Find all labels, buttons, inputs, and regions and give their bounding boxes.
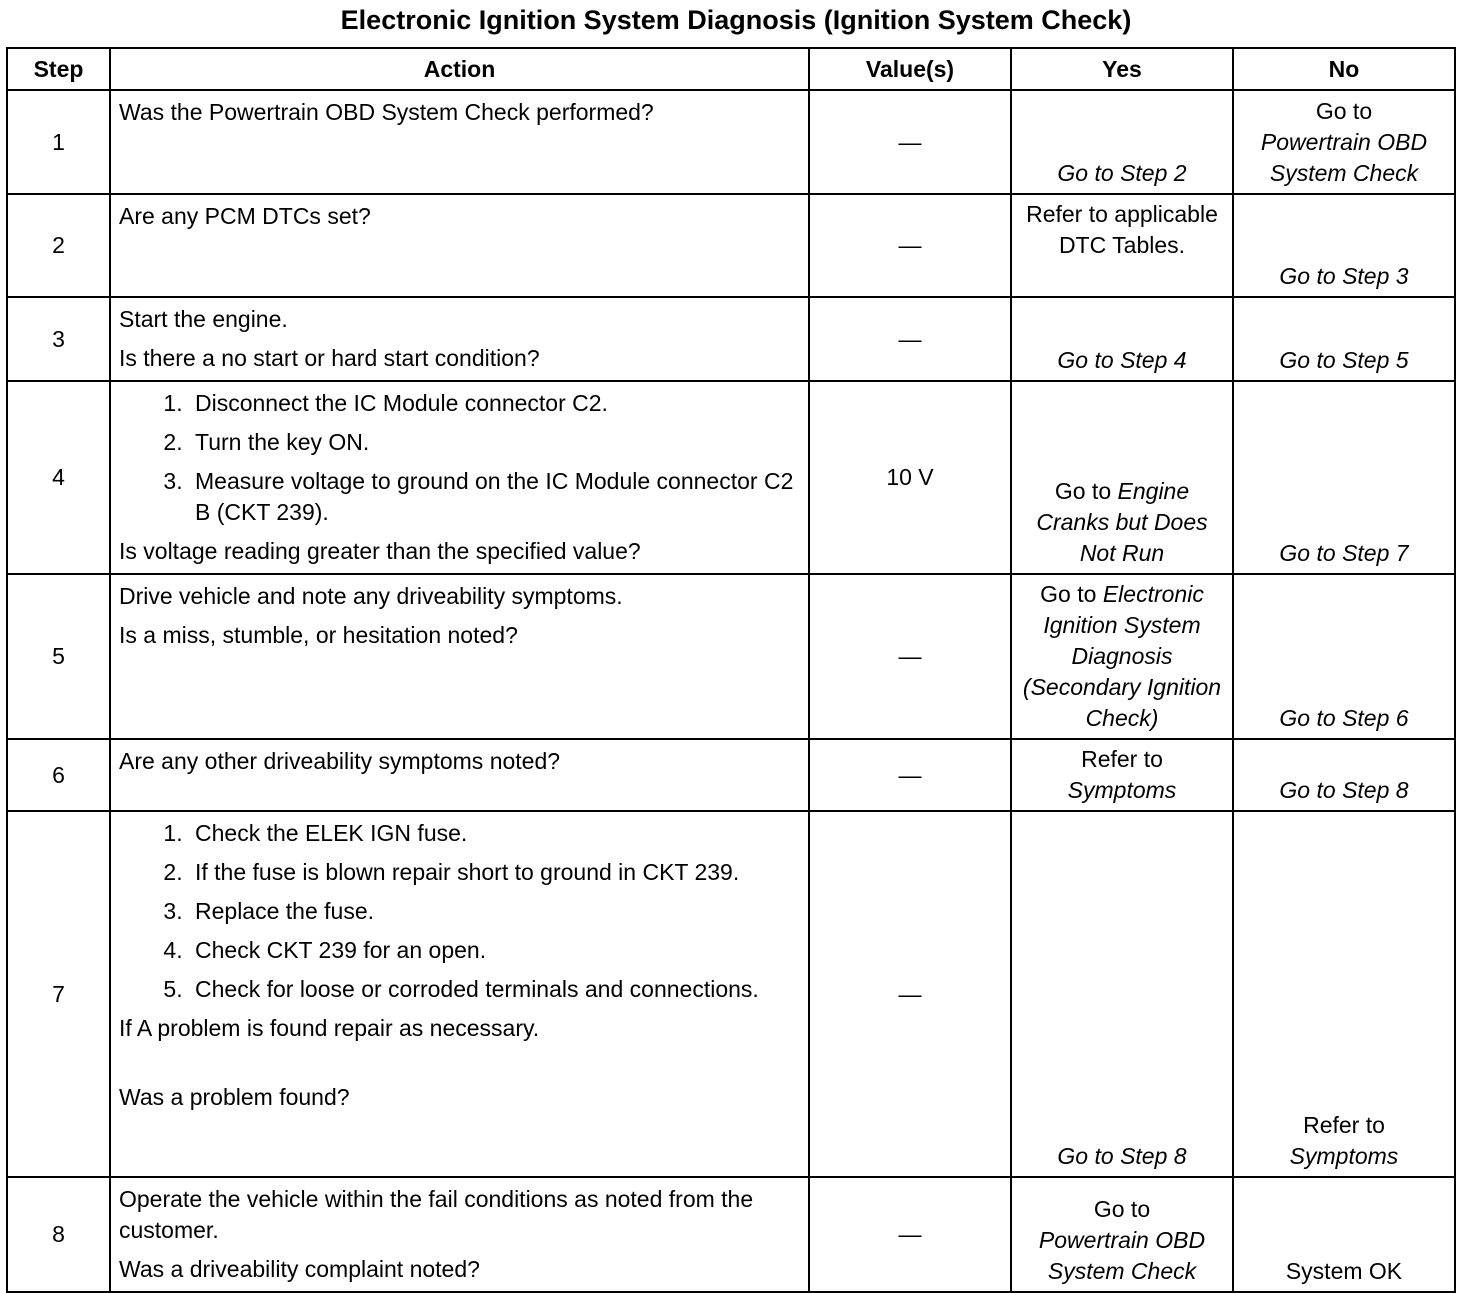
yes-cell <box>1011 194 1233 297</box>
yes-link[interactable]: Engine Cranks but Does Not Run <box>1036 478 1208 566</box>
yes-text: Go to <box>1093 1196 1151 1222</box>
table-row <box>7 811 1455 1177</box>
yes-cell <box>1011 739 1233 811</box>
diagnosis-table <box>6 47 1456 1293</box>
list-item: 2. Turn the key ON. <box>189 427 800 458</box>
value-cell: — <box>809 194 1011 297</box>
yes-text: Refer to applicable DTC Tables. <box>1026 201 1218 258</box>
yes-text: Go to <box>1054 478 1112 504</box>
action-text: Are any other driveability symptoms noted? <box>119 748 561 774</box>
header-no: No <box>1233 48 1455 90</box>
action-text: If A problem is found repair as necessary. <box>119 1015 540 1041</box>
table-row <box>7 297 1455 381</box>
procedure-list <box>119 818 800 1005</box>
action-text: Start the engine. <box>119 306 288 332</box>
header-yes: Yes <box>1011 48 1233 90</box>
no-link[interactable]: Go to Step 5 <box>1279 347 1409 373</box>
no-cell <box>1233 1177 1455 1292</box>
yes-link[interactable]: Symptoms <box>1067 777 1177 803</box>
table-row <box>7 574 1455 739</box>
no-link[interactable]: Go to Step 8 <box>1279 777 1409 803</box>
table-row <box>7 381 1455 574</box>
action-question: Is there a no start or hard start condition? <box>119 345 540 371</box>
page-title: Electronic Ignition System Diagnosis (Ignition System Check) <box>340 5 1132 35</box>
list-item: 3. Replace the fuse. <box>189 896 800 927</box>
table-row <box>7 90 1455 194</box>
no-text: Go to <box>1315 98 1373 124</box>
step-number: 6 <box>7 739 110 811</box>
value-cell: — <box>809 297 1011 381</box>
step-number: 2 <box>7 194 110 297</box>
no-link[interactable]: Go to Step 3 <box>1279 263 1409 289</box>
no-cell <box>1233 90 1455 194</box>
list-item: 1. Check the ELEK IGN fuse. <box>189 818 800 849</box>
value-cell: — <box>809 811 1011 1177</box>
no-link[interactable]: Symptoms <box>1289 1143 1399 1169</box>
yes-text: Go to <box>1040 581 1097 607</box>
step-number: 3 <box>7 297 110 381</box>
no-cell <box>1233 297 1455 381</box>
action-text: Are any PCM DTCs set? <box>119 203 371 229</box>
yes-cell <box>1011 297 1233 381</box>
list-item: 3. Measure voltage to ground on the IC Module connector C2 B (CKT 239). <box>189 466 800 528</box>
yes-cell <box>1011 381 1233 574</box>
table-row <box>7 194 1455 297</box>
action-cell <box>110 1177 809 1292</box>
list-item: 4. Check CKT 239 for an open. <box>189 935 800 966</box>
yes-link[interactable]: Electronic Ignition System Diagnosis (Secondary Ignition Check) <box>1022 581 1222 731</box>
action-cell <box>110 90 809 194</box>
table-row <box>7 1177 1455 1292</box>
no-link[interactable]: Powertrain OBD System Check <box>1260 129 1428 186</box>
value-cell: — <box>809 574 1011 739</box>
action-text: Operate the vehicle within the fail conditions as noted from the customer. <box>119 1186 754 1243</box>
yes-cell <box>1011 90 1233 194</box>
step-number: 4 <box>7 381 110 574</box>
action-cell <box>110 739 809 811</box>
header-step: Step <box>7 48 110 90</box>
table-row <box>7 739 1455 811</box>
no-cell <box>1233 811 1455 1177</box>
action-cell <box>110 194 809 297</box>
yes-text: Refer to <box>1081 746 1163 772</box>
step-number: 8 <box>7 1177 110 1292</box>
yes-link[interactable]: Go to Step 2 <box>1057 160 1187 186</box>
action-question: Is voltage reading greater than the specified value? <box>119 538 641 564</box>
header-values: Value(s) <box>809 48 1011 90</box>
action-question: Was a driveability complaint noted? <box>119 1256 480 1282</box>
list-item: 5. Check for loose or corroded terminals and connections. <box>189 974 800 1005</box>
no-text: System OK <box>1285 1258 1403 1284</box>
procedure-list <box>119 388 800 528</box>
header-row <box>7 48 1455 90</box>
action-text: Was the Powertrain OBD System Check performed? <box>119 99 654 125</box>
yes-cell <box>1011 811 1233 1177</box>
no-cell <box>1233 381 1455 574</box>
no-cell <box>1233 194 1455 297</box>
no-cell <box>1233 574 1455 739</box>
value-cell: 10 V <box>809 381 1011 574</box>
action-cell <box>110 811 809 1177</box>
yes-link[interactable]: Powertrain OBD System Check <box>1038 1227 1206 1284</box>
action-question: Was a problem found? <box>119 1084 350 1110</box>
yes-cell <box>1011 574 1233 739</box>
no-link[interactable]: Go to Step 6 <box>1279 705 1409 731</box>
action-cell <box>110 297 809 381</box>
yes-link[interactable]: Go to Step 8 <box>1057 1143 1187 1169</box>
action-cell <box>110 381 809 574</box>
step-number: 5 <box>7 574 110 739</box>
action-question: Is a miss, stumble, or hesitation noted? <box>119 622 518 648</box>
no-link[interactable]: Go to Step 7 <box>1279 540 1409 566</box>
yes-cell <box>1011 1177 1233 1292</box>
list-item: 2. If the fuse is blown repair short to ground in CKT 239. <box>189 857 800 888</box>
list-item: 1. Disconnect the IC Module connector C2. <box>189 388 800 419</box>
step-number: 7 <box>7 811 110 1177</box>
action-cell <box>110 574 809 739</box>
step-number: 1 <box>7 90 110 194</box>
no-cell <box>1233 739 1455 811</box>
yes-link[interactable]: Go to Step 4 <box>1057 347 1187 373</box>
value-cell: — <box>809 1177 1011 1292</box>
header-action: Action <box>110 48 809 90</box>
value-cell: — <box>809 739 1011 811</box>
value-cell: — <box>809 90 1011 194</box>
action-text: Drive vehicle and note any driveability symptoms. <box>119 583 623 609</box>
no-text: Refer to <box>1303 1112 1385 1138</box>
